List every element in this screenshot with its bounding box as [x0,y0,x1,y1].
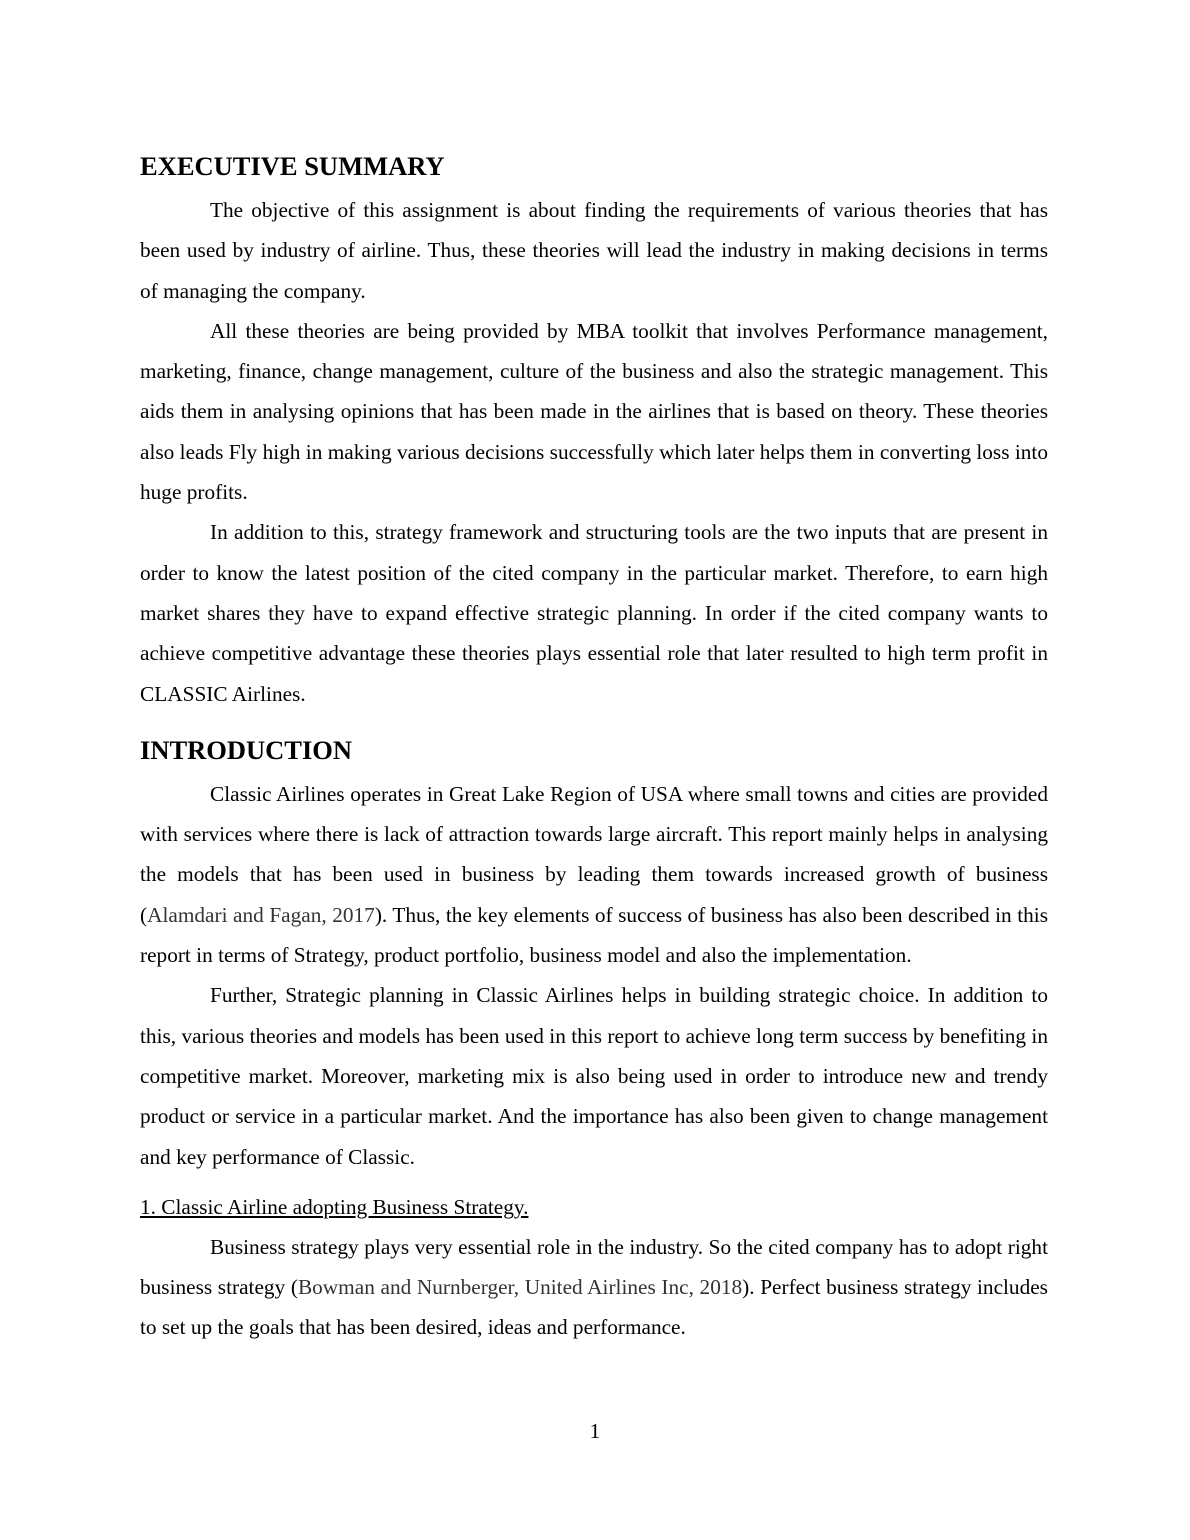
introduction-text-a: Classic Airlines operates in Great Lake Region of USA where small towns and cities are provided with services where there is lack of attraction towards large aircraft. This report mainly helps in analysing the models that has been used in business by leading them towards increased growth of business ( [140,781,1048,927]
page-number: 1 [589,1419,601,1443]
executive-summary-heading: EXECUTIVE SUMMARY [140,151,445,181]
introduction-paragraph-1 [140,774,1048,975]
section-1-text-b: ). Perfect business strategy includes to set up the goals that has been desired, ideas and performance. [140,1275,1048,1340]
section-1-heading: 1. Classic Airline adopting Business Strategy. [140,1194,529,1219]
citation-alamdari-fagan: Alamdari and Fagan, 2017 [147,902,375,927]
introduction-paragraph-2: Further, Strategic planning in Classic Airlines helps in building strategic choice. In addition to this, various theories and models has been used in this report to achieve long term success by benefiting in competitive market. Moreover, marketing mix is also being used in order to introduce new and trendy product or service in a particular market. And the importance has also been given to change management and key performance of Classic. [140,983,1048,1169]
citation-bowman-nurnberger: Bowman and Nurnberger, United Airlines Inc, 2018 [297,1275,743,1300]
section-1-text-a: Business strategy plays very essential role in the industry. So the cited company has to adopt right business strategy ( [140,1234,1048,1300]
introduction-heading: INTRODUCTION [140,734,353,765]
executive-summary-paragraph-2: All these theories are being provided by MBA toolkit that involves Performance management, marketing, finance, change management, culture of the business and also the strategic management. This aids them in analysing opinions that has been made in the airlines that is based on theory. These theories also leads Fly high in making various decisions successfully which later helps them in converting loss into huge profits. [140,318,1048,505]
document-page [140,148,1048,1348]
introduction-text-b: ). Thus, the key elements of success of business has also been described in this report in terms of Strategy, product portfolio, business model and also the implementation. [140,902,1048,968]
executive-summary-paragraph-3: In addition to this, strategy framework and structuring tools are the two inputs that are present in order to know the latest position of the cited company in the particular market. Therefore, to earn high market shares they have to expand effective strategic planning. In order if the cited company wants to achieve competitive advantage these theories plays essential role that later resulted to high term profit in CLASSIC Airlines. [140,520,1048,706]
section-1-paragraph-1 [140,1227,1048,1348]
executive-summary-paragraph-1: The objective of this assignment is about finding the requirements of various theories that has been used by industry of airline. Thus, these theories will lead the industry in making decisions in terms of managing the company. [140,198,1048,303]
